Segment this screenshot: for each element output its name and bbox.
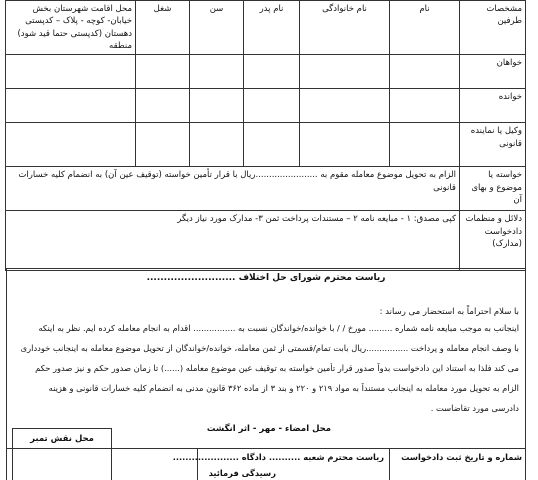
claimant-age-field[interactable] [190, 55, 244, 89]
defendant-last-name-field[interactable] [300, 89, 390, 123]
stamp-box [12, 428, 112, 480]
defendant-job-field[interactable] [136, 89, 190, 123]
claimant-job-field[interactable] [136, 55, 190, 89]
defendant-first-name-field[interactable] [390, 89, 460, 123]
table-header-row [6, 1, 526, 55]
claimant-label: خواهان [460, 55, 526, 89]
representative-first-name-field[interactable] [390, 123, 460, 167]
greeting-text: با سلام احتراماً به استحضار می رساند : [379, 307, 519, 317]
claim-row [6, 167, 526, 211]
age-header: سن [190, 1, 244, 55]
body-line: اینجانب به موجب مبایعه نامه شماره ......... مورخ / / با خوانده/خواندگان نسبت به ................ اقدام به انجام معامله کرده ایم. نظر به اینکه [38, 323, 519, 333]
representative-age-field[interactable] [190, 123, 244, 167]
body-line: دادرسی مورد تقاضاست . [430, 403, 519, 413]
claim-text[interactable]: الزام به تحویل موضوع معامله مقوم به .......................ریال با قرار تأمین خواسته (توقیف عین آن) به انضمام کلیه خسارات قانونی [6, 167, 460, 211]
first-name-header: نام [390, 1, 460, 55]
claim-label: خواسته یا موضوع و بهای آن [460, 167, 526, 211]
defendant-father-name-field[interactable] [244, 89, 300, 123]
body-line: با وصف انجام معامله و پرداخت ................ریال بابت تمام/قسمتی از ثمن معامله، خوانده/خواندگان از تحویل موضوع معامله به اینجانب خودداری [20, 343, 519, 353]
claimant-row [6, 55, 526, 89]
representative-address-field[interactable] [6, 123, 136, 167]
defendant-address-field[interactable] [6, 89, 136, 123]
body-line: می کند فلذا به استناد این دادخواست بدواً صدور قرار تأمین خواسته به توقیف عین موضوع معامله (......) تا زمان صدور حکم و نیز صدور حکم [35, 363, 519, 373]
claimant-first-name-field[interactable] [390, 55, 460, 89]
evidence-row [6, 211, 526, 271]
handling-label: رسیدگی فرمائید [208, 468, 276, 478]
claimant-address-field[interactable] [6, 55, 136, 89]
residence-header-cell [6, 1, 136, 55]
footer-divider [6, 448, 526, 449]
defendant-label: خوانده [460, 89, 526, 123]
defendant-age-field[interactable] [190, 89, 244, 123]
body-line: الزام به تحویل مورد معامله به اینجانب مستنداً به مواد ۲۱۹ و ۲۲۰ و بند ۳ از ماده ۳۶۲ قانون مدنی به انضمام کلیه خسارات قانونی و هزینه [48, 383, 519, 393]
last-name-header: نام خانوادگی [300, 1, 390, 55]
representative-row [6, 123, 526, 167]
stamp-label: محل نقش تمبر [30, 434, 94, 444]
claimant-father-name-field[interactable] [244, 55, 300, 89]
branch-label: ریاست محترم شعبه .......... دادگاه ..................... [172, 452, 384, 462]
claimant-last-name-field[interactable] [300, 55, 390, 89]
parties-spec-header: مشخصات طرفین [460, 1, 526, 55]
council-title: ریاست محترم شورای حل اختلاف .......................... [146, 273, 386, 283]
representative-job-field[interactable] [136, 123, 190, 167]
evidence-text[interactable]: کپی مصدق: ۱ - مبایعه نامه ۲ – مستندات پرداخت ثمن ۳- مدارک مورد نیاز دیگر [6, 211, 460, 271]
father-name-header: نام پدر [244, 1, 300, 55]
evidence-label: دلائل و منظمات دادخواست (مدارک) [460, 211, 526, 271]
representative-label: وکیل یا نماینده قانونی [460, 123, 526, 167]
signature-label: محل امضاء - مهر - اثر انگشت [206, 424, 332, 434]
registration-label: شماره و تاریخ ثبت دادخواست [401, 452, 522, 462]
job-header: شغل [136, 1, 190, 55]
footer-divider-vertical [389, 448, 390, 480]
defendant-row [6, 89, 526, 123]
representative-father-name-field[interactable] [244, 123, 300, 167]
representative-last-name-field[interactable] [300, 123, 390, 167]
parties-table [5, 0, 526, 271]
residence-header: محل اقامت [90, 4, 132, 14]
address-header: شهرستان بخش خیابان- کوچه - پلاک – کدپستی دهستان (کدپستی حتما قید شود) منطقه [17, 4, 132, 51]
